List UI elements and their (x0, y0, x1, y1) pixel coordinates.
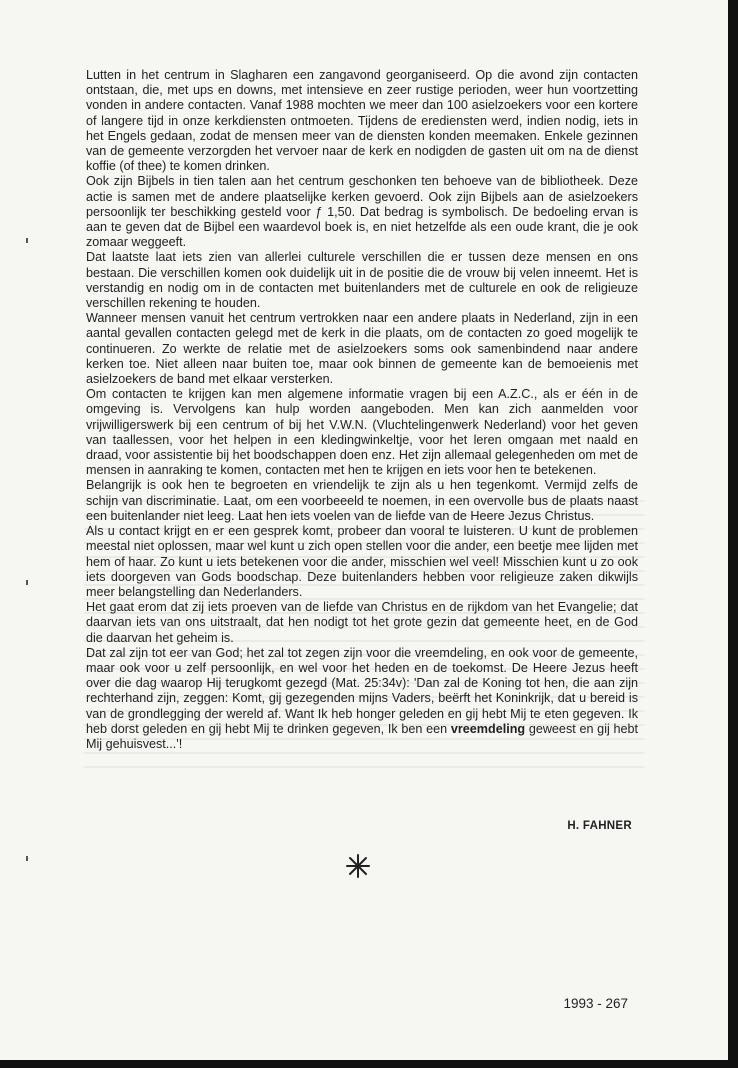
paragraph-9-end: geweest en gij hebt Mij gehuisvest...'! (86, 721, 639, 751)
paragraph-9 (86, 646, 638, 752)
paragraph-8: Het gaat erom dat zij iets proeven van de liefde van Christus en de rijkdom van het Evangelie; dat daarvan iets van ons uitstraalt, dat hen nodigt tot het grote gezin dat gemeente heet, en de God die daarvan het geheim is. (86, 600, 638, 645)
margin-mark (26, 580, 28, 585)
paragraph-4: Wanneer mensen vanuit het centrum vertrokken naar een andere plaats in Nederland, zijn in een aantal gevallen contacten gelegd met de kerk in die plaats, om de contacten zo goed mogelijk te continueren. Zo werkte de relatie met de asielzoekers soms ook samenbindend naar andere kerken toe. Niet alleen naar buiten toe, maar ook binnen de gemeente kan de bemoeienis met asielzoekers de band met elkaar versterken. (86, 311, 638, 387)
margin-mark (26, 238, 28, 243)
paragraph-1: Lutten in het centrum in Slagharen een zangavond georganiseerd. Op die avond zijn contacten ontstaan, die, met ups en downs, met intensieve en zeer rustige perioden, weer hun voortzetting vonden in andere contacten. Vanaf 1988 mochten we meer dan 100 asielzoekers voor een kortere of langere tijd in onze kerkdiensten ontmoeten. Tijdens de erediensten werd, indien nodig, iets in het Engels gedaan, zodat de mensen meer van de diensten konden meemaken. Enkele gezinnen van de gemeente verzorgden het vervoer naar de kerk en nodigden de gasten uit om na de dienst koffie (of thee) te komen drinken. (86, 68, 638, 174)
paragraph-9-start: Dat zal zijn tot eer van God; het zal tot zegen zijn voor die vreemdeling, en ook voor de gemeente, maar ook voor u zelf persoonlijk, en wel voor het heden en de toekomst. De Heere Jezus heeft over die dag waarop Hij terugkomt gezegd (Mat. 25:34v): 'Dan zal de Koning tot hen, die aan zijn rechterhand zijn, zeggen: Komt, gij gezegenden mijns Vaders, beërft het Koninkrijk, dat u bereid is van de grondlegging der wereld af. Want Ik heb honger geleden en gij hebt Mij te eten gegeven. Ik heb dorst geleden en gij hebt Mij te drinken gegeven, Ik ben een (86, 645, 638, 736)
paragraph-2: Ook zijn Bijbels in tien talen aan het centrum geschonken ten behoeve van de bibliotheek. Deze actie is samen met de andere plaatselijke kerken gevoerd. Ook zijn Bijbels aan de asielzoekers persoonlijk ter beschikking gesteld voor ƒ 1,50. Dat bedrag is symbolisch. De bedoeling ervan is aan te geven dat de Bijbel een waardevol boek is, en niet hetzelfde als een oude krant, die je ook zomaar weggeeft. (86, 174, 638, 250)
page-number: 1993 - 267 (563, 996, 628, 1011)
scan-edge-right (728, 0, 738, 1068)
paragraph-7: Als u contact krijgt en er een gesprek komt, probeer dan vooral te luisteren. U kunt de problemen meestal niet oplossen, maar wel kunt u zich open stellen voor die ander, een beetje mee lijden met hem of haar. Zo kunt u iets betekenen voor die ander, misschien wel veel! Misschien kunt u zo ook iets doorgeven van Gods boodschap. Deze buitenlanders hebben voor religieuze zaken dikwijls meer belangstelling dan Nederlanders. (86, 524, 638, 599)
paragraph-3: Dat laatste laat iets zien van allerlei culturele verschillen die er tussen deze mensen en ons bestaan. Die verschillen komen ook duidelijk uit in de positie die de vrouw bij velen inneemt. Het is verstandig en nodig om in de contacten met buitenlanders met de culturele en ook de religieuze verschillen rekening te houden. (86, 250, 638, 311)
scan-edge-bottom (0, 1060, 738, 1068)
paragraph-5: Om contacten te krijgen kan men algemene informatie vragen bij een A.Z.C., als er één in de omgeving is. Vervolgens kan hulp worden aangeboden. Men kan zich aanmelden voor vrijwilligerswerk bij een centrum of bij het V.W.N. (Vluchtelingenwerk Nederland) voor het geven van taallessen, voor het helpen in een kledingwinkeltje, voor het leren omgaan met naald en draad, voor assistentie bij het boodschappen doen enz. Het zijn allemaal gelegenheden om met de mensen in aanraking te komen, contacten met hen te krijgen en iets voor hen te betekenen. (86, 387, 638, 478)
margin-mark (26, 856, 28, 861)
paragraph-6: Belangrijk is ook hen te begroeten en vriendelijk te zijn als u hen tegenkomt. Vermijd zelfs de schijn van discriminatie. Laat, om een voorbeeeld te noemen, in een overvolle bus de plaats naast een buitenlander niet leeg. Laat hen iets voelen van de liefde van de Heere Jezus Christus. (86, 478, 638, 523)
asterisk-ornament-icon (344, 852, 372, 880)
author-signature: H. FAHNER (567, 820, 632, 832)
article-body (86, 68, 638, 752)
emphasis-word: vreemdeling (450, 721, 526, 736)
